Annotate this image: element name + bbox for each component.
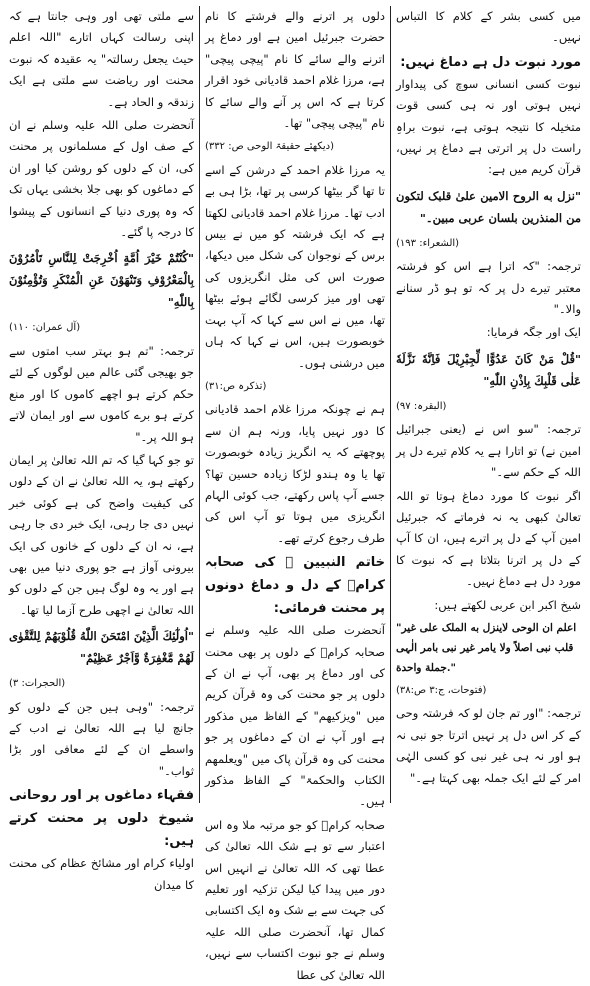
paragraph: صحابہ کرامؓ کو جو مرتبہ ملا وہ اس اعتبار سے تو ہے شک اللہ تعالیٰ کی عطا تھی کہ اللہ تعالیٰ نے انہیں اس دور میں پیدا کیا لیکن تزکیہ اور تعلیم کی جہت سے بے شک وہ ایک اکتسابی کمال تھا، آنحضرت صلی اللہ علیہ وسلم نے جو نبوت اکتساب سے نہیں، اللہ تعالیٰ کی عطا [205,817,385,982]
section-heading: خاتم النبیین ﷺ کی صحابہ کرامؓ کے دل و دماغ دونوں پر محنت فرمائی: [205,555,385,617]
citation: (آل عمران: ۱۱۰) [9,322,81,334]
paragraph: یہ مرزا غلام احمد کے درشن کے اسے تا تھا گر بیٹھا کرسی پر تھا، بڑا ہی بے ادب تھا۔ مرزا غلام احمد قادیانی لکھتا ہے کہ ایک فرشتہ کو میں نے بیس برس کے نوجوان کی شکل میں دیکھا، صورت اس کی مثل انگریزوں کی تھی اور میز کرسی لگائے ہوئے بیٹھا تھا، میں نے اس سے کہا کہ آپ بہت خوبصورت ہیں، اس نے کہا کہ ہاں میں درشنی ہوں۔ [205,162,385,370]
citation: (فتوحات، ج:۳ ص:۳۸) [396,684,487,696]
section-heading: مورد نبوت دل ہے دماغ نہیں: [400,54,581,70]
paragraph: ترجمہ: "سو اس نے (یعنی جبرائیل امین نے) تو اتارا ہے یہ کلام تیرے دل پر اللہ کے حکم سے۔" [396,422,581,480]
paragraph: ترجمہ: "وہی ہیں جن کے دلوں کو جانچ لیا ہے اللہ تعالیٰ نے ادب کے واسطے ان کے لئے معافی اور بڑا ثواب۔" [9,699,194,778]
paragraph: ترجمہ: "کہ اترا ہے اس کو فرشتہ معتبر تیرے دل پر کہ تو ہو ڈر سنانے والا۔" [396,259,581,317]
arabic-quote: "اُولٰٓئِكَ الَّذِيْنَ امْتَحَنَ اللّٰهُ قُلُوْبَهُمْ لِلتَّقْوٰى لَهُمْ مَّغْفِرَةٌ وَّاَجْرٌ عَظِيْمٌ" [9,629,194,666]
paragraph: سے ملتی تھی اور وہی جانتا ہے کہ اپنی رسالت کہاں اتارے "اللہ اعلم حیث یجعل رسالتہ" یہ عقیدہ کہ نبوت محنت اور ریاضت سے ملتی ہے ایک زندقہ و الحاد ہے۔ [9,9,194,109]
column-right [391,6,586,803]
paragraph: نبوت کسی انسانی سوچ کی پیداوار نہیں ہوتی اور نہ ہی کسی قوت متخیلہ کا نتیجہ ہوتی ہے، نبوت براہِ راست دل پر اترتی ہے دماغ پر نہیں، قرآن کریم میں ہے: [396,76,581,177]
arabic-quote: "قُلْ مَنْ كَانَ عَدُوًّا لِّجِبْرِيْلَ فَاِنَّهٗ نَزَّلَهٗ عَلٰى قَلْبِكَ بِاِذْنِ اللّٰهِ" [396,351,581,388]
citation: (الحجرات: ۳) [9,678,66,690]
paragraph: تو جو کہا گیا کہ تم اللہ تعالیٰ پر ایمان رکھتے ہو، یہ اللہ تعالیٰ نے ان کے دلوں کی کیفیت واضح کی ہے کوئی خبر نہیں دی جا رہی، ایک خبر دی جا رہی ہے، نہ ان کے دلوں کے خانوں کی ایک بیرونی آواز ہے جو پوری دنیا میں بھی ہے اور یہ وہ لوگ ہیں جن کے دلوں کو اللہ تعالیٰ نے اچھی طرح آزما لیا تھا۔ [9,452,194,617]
paragraph: ترجمہ: "تم ہو بہتر سب امتوں سے جو بھیجی گئی عالم میں لوگوں کے لئے حکم کرتے ہو اچھے کاموں کا اور منع کرتے ہو برے کاموں سے اور ایمان لاتے ہو اللہ پر۔" [9,343,194,444]
citation: (الشعراء: ۱۹۳) [396,237,460,249]
column-middle [199,6,391,982]
paragraph: آنحضرت صلی اللہ علیہ وسلم نے صحابہ کرامؓ کے دلوں پر بھی محنت کی اور دماغ پر بھی، آپ نے ان کے دلوں پر جو محنت کی وہ قرآن کریم میں "ویزکیھم" کے الفاظ میں مذکور ہے اور آپ نے ان کے دماغوں پر جو محنت کی وہ قرآن پاک میں "ویعلمھم الکتاب والحکمۃ" کے الفاظ مذکور ہیں۔ [205,623,385,809]
arabic-quote: "كُنْتُمْ خَيْرَ اُمَّةٍ اُخْرِجَتْ لِلنَّاسِ تَاْمُرُوْنَ بِالْمَعْرُوْفِ وَتَنْهَوْنَ عَنِ الْمُنْكَرِ وَتُؤْمِنُوْنَ بِاللّٰهِ" [9,251,194,310]
section-heading: فقہاء دماغوں پر اور روحانی شیوخ دلوں پر محنت کرتے ہیں: [9,788,194,850]
citation: (دیکھئے حقیقۃ الوحی ص: ۳۳۲) [205,141,335,153]
paragraph: میں کسی بشر کے کلام کا التباس نہیں۔ [396,9,581,45]
paragraph: آنحضرت صلی اللہ علیہ وسلم نے ان کے صف اول کے مسلمانوں پر محنت کی، ان کے دلوں کو روشن کیا اور ان کے دماغوں کو بھی جلا بخشی یہاں تک کہ وہ پوری دنیا کے انسانوں کے پیشوا کا درجہ پا گئے۔ [9,118,194,240]
citation: (تذکرہ ص:۳۱) [205,380,267,392]
column-left [4,6,199,892]
arabic-quote: "نزل به الروح الامین علیٰ قلبک لتکون من المنذرین بلسان عربی مبین۔" [396,188,581,225]
paragraph: ترجمہ: "اور تم جان لو کہ فرشتہ وحی کے کر اس دل پر نہیں اترتا جو نبی نہ ہو اور نہ ہی غیر نبی کو کسی الہٰی امر کے لئے ایک جملہ بھی کہتا ہے۔" [396,706,581,785]
paragraph: دلوں پر اترنے والے فرشتے کا نام حضرت جبرئیل امین ہے اور دماغ پر اترنے والے سائے کا نام "پیچی پیچی" ہے، مرزا غلام احمد قادیانی خود اقرار کرتا ہے کہ اس پر آنے والے سائے کا نام "پیچی پیچی" تھا۔ [205,9,385,131]
citation: (البقرہ: ۹۷) [396,400,447,412]
paragraph: ایک اور جگہ فرمایا: [486,325,581,340]
arabic-quote: "اعلم ان الوحی لاینزل به الملک علی غیر قلب نبی اصلاً ولا یامر غیر نبی بامر الٰہی جملة واحدة." [396,621,577,674]
paragraph: اولیاء کرام اور مشائخ عظام کی محنت کا میدان [9,856,194,892]
paragraph: ہم نے چونکہ مرزا غلام احمد قادیانی کا دور نہیں پایا، ورنہ ہم ان سے پوچھتے کہ یہ انگریز زیادہ خوبصورت تھا یا وہ ہندو لڑکا زیادہ حسین تھا؟ جسے آپ پاس رکھتے، جب کوئی الہام انگریزی میں ہوتا تو آپ اس کی طرف رجوع کرتے تھے۔ [205,402,385,545]
paragraph: شیخ اکبر ابن عربی لکھتے ہیں: [434,597,581,612]
paragraph: اگر نبوت کا مورد دماغ ہوتا تو اللہ تعالیٰ کبھی یہ نہ فرماتے کہ جبرئیل امین آپ کے دل پر اترے ہیں، ان کا آپ کے دل پر اترنا بتلاتا ہے کہ نبوت کا مورد دل ہے دماغ نہیں۔ [396,488,581,589]
